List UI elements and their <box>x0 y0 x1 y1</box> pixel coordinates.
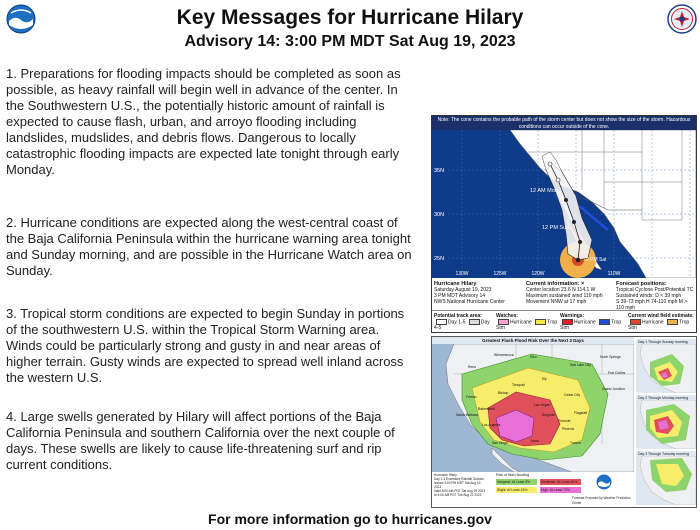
cone-legend <box>432 310 696 333</box>
legend-wind-tropstm: Trop Stm <box>628 319 690 332</box>
cone-map <box>432 130 696 278</box>
flood-map <box>432 344 634 472</box>
legend-wind-title: Current wind field estimate: <box>628 313 694 319</box>
flood-mini-map-day2 <box>636 395 696 449</box>
city-grand-junction: Grand Junction <box>602 387 625 391</box>
cone-note: Note: The cone contains the probable path of the storm center but does not show the size of the storm. Hazardous conditions can occur outside of the cone. <box>432 116 696 130</box>
current-info-title: Current information: × <box>526 281 585 287</box>
forecast-ptc: Post/Potential TC <box>654 287 694 293</box>
flash-flood-risk-graphic <box>431 336 697 508</box>
key-message-1: 1. Preparations for flooding impacts should be completed as soon as possible, as heavy rainfall will begin well in advance of the center. In the Southwestern U.S., the potentially historic amount of rainfall is expected to cause flash, urban, and arroyo flooding including landslides, mudslides, and debris flows. Dangerous to locally catastrophic flooding impacts are expected late tonight through early Monday. <box>6 66 401 177</box>
flood-valid-note: Hurricane Hilary Day 1-3 Excessive Rainfall Outlook Issued 3:00 PM MDT Sat Aug 19 2023 Valid 8:00 AM PDT Sat Aug 19 2023 to 4:00 AM PDT Tue Aug 22 2023 <box>434 473 486 497</box>
city-prescott: Prescott <box>558 419 571 423</box>
flood-main-map <box>432 337 634 507</box>
footer-link-text: For more information go to hurricanes.gov <box>208 511 492 527</box>
current-position-marker <box>576 258 581 263</box>
city-north-springs: North Springs <box>600 355 621 359</box>
city-san-diego: San Diego <box>492 441 508 445</box>
city-phoenix: Phoenix <box>562 427 575 431</box>
city-ely: Ely <box>542 377 547 381</box>
track-label-12pm-sun: 12 PM Sun <box>542 225 570 231</box>
storm-advisory: 3 PM MDT Advisory 14 <box>434 293 486 299</box>
mini-title-day3: Day 3 Through Tuesday morning <box>638 452 689 456</box>
legend-watch-tropstm: Trop Stm <box>496 319 558 332</box>
flood-title: Greatest Flash Flood Risk Over the Next 3 Days <box>482 338 584 343</box>
storm-name: Hurricane Hilary <box>434 281 477 287</box>
city-cedar-city: Cedar City <box>564 393 581 397</box>
city-elko: Elko <box>530 355 537 359</box>
forecast-h: H 74-110 mph <box>646 299 678 305</box>
city-reno: Reno <box>468 365 477 369</box>
city-tonopah: Tonopah <box>512 383 526 387</box>
wpc-logo-icon <box>596 474 612 490</box>
lat-label-30n: 30N <box>434 212 445 218</box>
risk-marginal-label: Marginal: At Least 5% <box>496 479 537 485</box>
lon-label-125w: 125W <box>493 271 507 277</box>
risk-slight-label: Slight: At Least 15% <box>496 487 537 493</box>
city-kingman: Kingman <box>542 413 556 417</box>
flood-mini-map-day3 <box>636 451 696 505</box>
forecast-positions-title: Forecast positions: <box>616 281 667 287</box>
mini-title-day1: Day 1 Through Sunday morning <box>638 340 688 344</box>
forecast-m: M > 110 mph <box>616 299 688 311</box>
storm-date: Saturday August 19, 2023 <box>434 287 492 293</box>
legend-day45: Day 4-5 <box>434 319 490 332</box>
city-flagstaff: Flagstaff <box>574 411 587 415</box>
legend-watch-hurricane: Hurricane <box>510 319 532 326</box>
key-message-4: 4. Large swells generated by Hilary will affect portions of the Baja California Peninsula and southern California over the next couple of days. These swells are likely to cause life-threatening surf and rip current conditions. <box>6 409 395 472</box>
city-bakersfield: Bakersfield <box>478 407 495 411</box>
storm-source: NWS National Hurricane Center <box>434 299 505 305</box>
city-fresno: Fresno <box>466 395 477 399</box>
page-title: Key Messages for Hurricane Hilary <box>176 6 524 29</box>
current-center: Center location 23.6 N 114.1 W <box>526 287 596 293</box>
advisory-subtitle: Advisory 14: 3:00 PM MDT Sat Aug 19, 2023 <box>184 33 516 50</box>
mini-title-day2: Day 2 Through Monday morning <box>638 396 689 400</box>
legend-track-title: Potential track area: <box>434 313 482 319</box>
track-label-2pm-sat: 2 PM Sat <box>586 257 607 263</box>
lon-label-120w: 120W <box>531 271 545 277</box>
forecast-sustained: Sustained winds: <box>616 293 654 299</box>
lon-label-100w: 100W <box>677 271 691 277</box>
lon-label-105w: 105W <box>645 271 659 277</box>
nws-logo-icon <box>667 4 697 34</box>
cone-info-box <box>432 278 696 310</box>
risk-high-label: High: At Least 70% <box>540 487 581 493</box>
legend-watches-title: Watches: <box>496 313 519 319</box>
flood-risk-title: Risk of flash flooding <box>496 473 530 477</box>
city-winnemucca: Winnemucca <box>494 353 514 357</box>
legend-day15: Day 1-5 <box>448 319 466 326</box>
risk-moderate-label: Moderate: At Least 40% <box>540 479 581 485</box>
flood-legend <box>432 472 634 507</box>
city-salt-lake-city: Salt Lake City <box>570 363 591 367</box>
key-message-2: 2. Hurricane conditions are expected along the west-central coast of the Baja California Peninsula within the hurricane warning area tonight and Sunday morning, and are possible in the Hurricane Watch area on Sunday. <box>6 215 412 278</box>
lon-label-130w: 130W <box>455 271 469 277</box>
city-tucson: Tucson <box>570 441 581 445</box>
forecast-d: D < 39 mph <box>655 293 682 299</box>
current-wind: Maximum sustained wind 110 mph <box>526 293 603 299</box>
lat-label-25n: 25N <box>434 256 445 262</box>
forecast-cone-graphic <box>431 115 697 333</box>
city-yuma: Yuma <box>530 439 539 443</box>
legend-warnings-title: Warnings: <box>560 313 585 319</box>
legend-wind-hurricane: Hurricane <box>642 319 664 326</box>
flood-mini-map-day1 <box>636 339 696 393</box>
legend-warning-tropstm: Trop Stm <box>560 319 622 332</box>
forecast-tc: Tropical Cyclone <box>616 287 654 293</box>
lon-label-110w: 110W <box>607 271 621 277</box>
city-bishop: Bishop <box>498 391 509 395</box>
city-las-vegas: Las Vegas <box>534 403 550 407</box>
legend-warning-hurricane: Hurricane <box>574 319 596 326</box>
city-santa-barbara: Santa Barbara <box>456 413 478 417</box>
key-message-3: 3. Tropical storm conditions are expected to begin Sunday in portions of the southwestern U.S. within the Tropical Storm Warning area. Winds could be particularly strong and gusty in and near areas of higher terrain. Gusty winds are expected to spread well inland across the western U.S. <box>6 306 405 385</box>
city-fort-collins: Fort Collins <box>608 371 626 375</box>
flood-credit: Forecast Prepared by Weather Prediction Center <box>572 496 631 505</box>
current-movement: Movement NNW at 17 mph <box>526 299 587 305</box>
track-label-12am-mon: 12 AM Mon <box>530 188 558 194</box>
lat-label-35n: 35N <box>434 168 445 174</box>
forecast-s: S 39-73 mph <box>616 299 645 305</box>
city-los-angeles: Los Angeles <box>482 423 501 427</box>
